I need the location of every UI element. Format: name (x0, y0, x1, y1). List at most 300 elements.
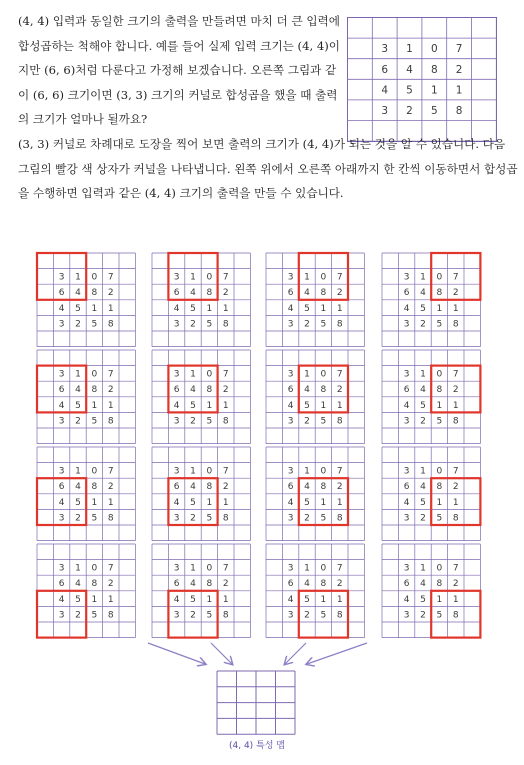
kernel-position-grid (150, 251, 254, 351)
grid-cell-value: 8 (436, 579, 443, 590)
grid-cell-value: 3 (287, 272, 294, 283)
grid-cell-value: 4 (75, 385, 81, 396)
grid-cell-value: 4 (173, 303, 180, 314)
grid-cell-value: 8 (452, 610, 459, 621)
grid-cell-value: 0 (436, 272, 443, 283)
grid-cell-value: 8 (206, 579, 213, 590)
kernel-position-figure (380, 445, 484, 549)
padded-grid (37, 447, 135, 541)
grid-cell-value: 8 (336, 610, 343, 621)
grid-cell-value: 0 (436, 369, 443, 380)
grid-cell-value: 5 (91, 513, 98, 524)
padded-grid (266, 447, 364, 541)
grid-cell-value: 4 (173, 400, 180, 411)
grid-cell-value: 5 (190, 400, 196, 411)
grid-cell-value: 7 (107, 563, 114, 574)
grid-cell-value: 2 (190, 513, 196, 524)
grid-cell-value: 1 (455, 84, 463, 97)
grid-cell-value: 3 (403, 563, 410, 574)
grid-cell-value: 1 (452, 400, 459, 411)
grid-cell-value: 6 (58, 288, 65, 299)
grid-cell-value: 2 (406, 104, 413, 117)
grid-cell-value: 3 (381, 104, 389, 117)
kernel-position-figure (380, 542, 484, 646)
grid-cell-value: 6 (173, 288, 180, 299)
grid-cell-value: 5 (304, 400, 310, 411)
grid-cell-value: 6 (403, 482, 410, 493)
grid-cell-value: 1 (304, 272, 310, 283)
grid-cell-value: 5 (304, 303, 310, 314)
grid-cell-value: 2 (222, 385, 229, 396)
grid-cell-value: 1 (420, 466, 426, 477)
kernel-position-figure (35, 348, 139, 452)
padded-grid (382, 447, 480, 541)
grid-cell-value: 4 (420, 288, 426, 299)
grid-cell-value: 1 (436, 303, 443, 314)
grid-cell-value: 1 (406, 43, 413, 56)
grid-cell-value: 8 (336, 319, 343, 330)
grid-cell-value: 8 (320, 482, 327, 493)
kernel-position-grid (150, 445, 254, 545)
grid-cell-value: 5 (436, 416, 443, 427)
grid-cell-value: 2 (336, 288, 343, 299)
kernel-position-figure (380, 348, 484, 452)
intro-paragraph-1: (4, 4) 입력과 동일한 크기의 출력을 만들려면 마치 더 큰 입력에 합성곱하는 척해야 합니다. 예를 들어 실제 입력 크기는 (4, 4)이지만 (6, 6)처럼 다룬다고 가정해 보겠습니다. 오른쪽 그림과 같이 (6, 6) 크기이면 (3, 3) 크기의 커널로 합성곱을 했을 때 출력의 크기가 얼마나 될까요? (18, 14, 340, 126)
grid-cell-value: 1 (107, 303, 114, 314)
grid-cell-value: 1 (75, 369, 81, 380)
grid-cell-value: 7 (336, 563, 343, 574)
grid-cell-value: 1 (75, 563, 81, 574)
grid-cell-value: 1 (436, 497, 443, 508)
grid-cell-value: 8 (452, 513, 459, 524)
grid-cell-value: 2 (420, 416, 426, 427)
grid-cell-value: 1 (304, 466, 310, 477)
grid-cell-value: 1 (107, 594, 114, 605)
grid-cell-value: 2 (452, 482, 459, 493)
grid-cell-value: 0 (91, 466, 98, 477)
grid-cell-value: 5 (304, 497, 310, 508)
grid-cell-value: 8 (455, 104, 463, 117)
grid-cell-value: 0 (206, 563, 213, 574)
grid-cell-value: 4 (58, 303, 65, 314)
grid-cell-value: 0 (436, 563, 443, 574)
kernel-position-grid (380, 251, 484, 351)
grid-cell-value: 0 (91, 369, 98, 380)
grid-cell-value: 6 (173, 385, 180, 396)
grid-cell-value: 6 (381, 63, 389, 76)
grid-cell-value: 6 (403, 385, 410, 396)
padded-grid (37, 350, 135, 444)
grid-cell-value: 0 (320, 563, 327, 574)
kernel-position-figure (150, 348, 254, 452)
grid-cell-value: 4 (403, 303, 410, 314)
kernel-position-figure (264, 251, 368, 355)
grid-cell-value: 4 (190, 579, 196, 590)
grid-cell-value: 1 (75, 466, 81, 477)
grid-cell-value: 6 (287, 385, 294, 396)
grid-cell-value: 4 (287, 400, 294, 411)
grid-cell-value: 7 (336, 369, 343, 380)
grid-cell-value: 4 (420, 579, 426, 590)
grid-cell-value: 2 (75, 319, 81, 330)
grid-cell-value: 2 (336, 482, 343, 493)
grid-cell-value: 1 (190, 272, 196, 283)
kernel-position-figure (150, 251, 254, 355)
grid-cell-value: 1 (206, 497, 213, 508)
padded-grid (266, 350, 364, 444)
grid-cell-value: 1 (222, 303, 229, 314)
intro-paragraph-2: (3, 3) 커널로 차례대로 도장을 찍어 보면 출력의 크기가 (4, 4)가 되는 것을 알 수 있습니다. 다음 그림의 빨강 색 상자가 커널을 나타냅니다. 왼쪽 위에서 오른쪽 아래까지 한 칸씩 이동하면서 합성곱을 수행하면 입력과 같은 (4, 4) 크기의 출력을 만들 수 있습니다. (18, 137, 518, 200)
grid-cell-value: 3 (173, 513, 180, 524)
grid-cell-value: 1 (320, 594, 327, 605)
padded-grid (266, 544, 364, 638)
grid-cell-value: 5 (206, 319, 213, 330)
grid-cell-value: 3 (173, 416, 180, 427)
kernel-position-grid (35, 251, 139, 351)
grid-cell-value: 1 (206, 400, 213, 411)
kernel-position-grid (380, 445, 484, 545)
grid-cell-value: 3 (403, 319, 410, 330)
kernel-position-figure (150, 542, 254, 646)
grid-cell-value: 1 (336, 594, 343, 605)
grid-cell-value: 5 (430, 104, 438, 117)
grid-cell-value: 1 (222, 400, 229, 411)
grid-cell-value: 1 (452, 497, 459, 508)
grid-cell-value: 2 (336, 579, 343, 590)
grid-cell-value: 3 (403, 513, 410, 524)
grid-cell-value: 1 (452, 594, 459, 605)
grid-cell-value: 5 (420, 594, 426, 605)
grid-cell-value: 2 (452, 385, 459, 396)
kernel-position-grid (264, 542, 368, 642)
grid-cell-value: 7 (222, 466, 229, 477)
grid-cell-value: 8 (222, 513, 229, 524)
grid-cell-value: 5 (320, 416, 327, 427)
kernel-position-figure (35, 445, 139, 549)
grid-cell-value: 1 (91, 400, 98, 411)
grid-cell-value: 3 (287, 369, 294, 380)
grid-cell-value: 4 (287, 303, 294, 314)
grid-cell-value: 1 (436, 400, 443, 411)
grid-cell-value: 5 (436, 610, 443, 621)
padded-grid (382, 253, 480, 347)
grid-cell-value: 6 (287, 288, 294, 299)
grid-cell-value: 0 (206, 369, 213, 380)
grid-cell-value: 4 (304, 579, 310, 590)
grid-cell-value: 7 (452, 272, 459, 283)
grid-cell-value: 3 (173, 466, 180, 477)
grid-cell-value: 5 (206, 610, 213, 621)
grid-cell-value: 5 (320, 319, 327, 330)
grid-cell-value: 4 (190, 288, 196, 299)
grid-cell-value: 8 (452, 416, 459, 427)
grid-cell-value: 1 (91, 303, 98, 314)
grid-cell-value: 3 (58, 272, 65, 283)
padded-grid (37, 544, 135, 638)
grid-cell-value: 5 (206, 416, 213, 427)
kernel-position-grid (35, 445, 139, 545)
grid-cell-value: 8 (436, 482, 443, 493)
grid-cell-value: 8 (222, 610, 229, 621)
kernel-position-figure (264, 542, 368, 646)
grid-cell-value: 0 (206, 466, 213, 477)
grid-cell-value: 2 (190, 319, 196, 330)
padded-grid (382, 544, 480, 638)
grid-cell-value: 3 (287, 563, 294, 574)
grid-cell-value: 1 (304, 563, 310, 574)
grid-cell-value: 1 (430, 84, 438, 97)
grid-cell-value: 3 (287, 610, 294, 621)
grid-cell-value: 3 (173, 610, 180, 621)
grid-cell-value: 8 (222, 319, 229, 330)
grid-cell-value: 4 (58, 497, 65, 508)
grid-cell-value: 3 (287, 416, 294, 427)
grid-cell-value: 7 (222, 272, 229, 283)
grid-cell-value: 4 (406, 63, 413, 76)
grid-cell-value: 4 (75, 482, 81, 493)
grid-cell-value: 7 (336, 466, 343, 477)
grid-cell-value: 8 (107, 416, 114, 427)
grid-cell-value: 5 (320, 610, 327, 621)
grid-cell-value: 4 (173, 497, 180, 508)
grid-cell-value: 4 (287, 497, 294, 508)
grid-cell-value: 4 (287, 594, 294, 605)
grid-cell-value: 2 (452, 288, 459, 299)
grid-cell-value: 4 (403, 497, 410, 508)
grid-cell-value: 6 (287, 579, 294, 590)
kernel-position-grid (264, 348, 368, 448)
padded-grid (152, 253, 250, 347)
grid-cell-value: 1 (222, 594, 229, 605)
grid-cell-value: 0 (91, 272, 98, 283)
grid-cell-value: 3 (58, 513, 65, 524)
grid-cell-value: 2 (222, 579, 229, 590)
grid-cell-value: 5 (406, 84, 413, 97)
grid-cell-value: 2 (304, 610, 310, 621)
grid-cell-value: 1 (320, 497, 327, 508)
grid-cell-value: 0 (91, 563, 98, 574)
grid-cell-value: 1 (222, 497, 229, 508)
grid-cell-value: 2 (107, 579, 114, 590)
grid-cell-value: 1 (320, 400, 327, 411)
grid-cell-value: 3 (58, 416, 65, 427)
grid-cell-value: 3 (403, 416, 410, 427)
grid-cell-value: 8 (206, 288, 213, 299)
grid-cell-value: 4 (75, 288, 81, 299)
grid-cell-value: 5 (420, 400, 426, 411)
grid-cell-value: 7 (452, 369, 459, 380)
grid-cell-value: 2 (190, 610, 196, 621)
grid-cell-value: 7 (107, 272, 114, 283)
grid-cell-value: 5 (190, 594, 196, 605)
grid-cell-value: 1 (420, 369, 426, 380)
grid-cell-value: 6 (287, 482, 294, 493)
arrow (211, 643, 232, 664)
grid-cell-value: 8 (91, 288, 98, 299)
grid-cell-value: 8 (91, 579, 98, 590)
grid-cell-value: 7 (107, 466, 114, 477)
grid-cell-value: 1 (190, 466, 196, 477)
grid-cell-value: 4 (420, 385, 426, 396)
kernel-position-grid (35, 542, 139, 642)
padded-grid (37, 253, 135, 347)
grid-cell-value: 5 (420, 303, 426, 314)
padded-grid (266, 253, 364, 347)
grid-cell-value: 2 (107, 385, 114, 396)
kernel-position-grid (380, 348, 484, 448)
grid-cell-value: 7 (452, 466, 459, 477)
kernel-position-figure (264, 348, 368, 452)
grid-cell-value: 5 (190, 303, 196, 314)
padded-input-grid-figure (347, 17, 497, 146)
grid-cell-value: 1 (336, 303, 343, 314)
grid-cell-value: 5 (75, 594, 81, 605)
grid-cell-value: 5 (420, 497, 426, 508)
padded-grid (152, 544, 250, 638)
arrow (148, 643, 205, 664)
grid-cell-value: 8 (320, 579, 327, 590)
grid-cell-value: 3 (173, 369, 180, 380)
grid-cell-value: 8 (206, 385, 213, 396)
kernel-position-figure (264, 445, 368, 549)
grid-cell-value: 1 (75, 272, 81, 283)
grid-cell-value: 2 (304, 513, 310, 524)
grid-cell-value: 0 (320, 272, 327, 283)
kernel-position-grid (264, 251, 368, 351)
kernel-position-figure (35, 251, 139, 355)
padded-grid (152, 350, 250, 444)
arrow (285, 643, 306, 664)
grid-cell-value: 5 (436, 319, 443, 330)
padded-input-grid (347, 17, 497, 142)
grid-cell-value: 4 (403, 594, 410, 605)
arrow (307, 643, 367, 664)
grid-cell-value: 5 (75, 303, 81, 314)
output-caption: (4, 4) 특성 맵 (228, 741, 285, 751)
padded-grid (152, 447, 250, 541)
grid-cell-value: 3 (403, 466, 410, 477)
grid-cell-value: 5 (190, 497, 196, 508)
grid-cell-value: 4 (304, 385, 310, 396)
grid-cell-value: 3 (403, 369, 410, 380)
grid-cell-value: 7 (455, 43, 463, 56)
grid-cell-value: 6 (403, 579, 410, 590)
grid-cell-value: 7 (222, 563, 229, 574)
grid-cell-value: 1 (107, 497, 114, 508)
kernel-position-figure (35, 542, 139, 646)
grid-cell-value: 0 (320, 466, 327, 477)
grid-cell-value: 6 (403, 288, 410, 299)
grid-cell-value: 1 (420, 272, 426, 283)
grid-cell-value: 8 (336, 416, 343, 427)
grid-cell-value: 5 (320, 513, 327, 524)
grid-cell-value: 2 (222, 288, 229, 299)
grid-cell-value: 7 (452, 563, 459, 574)
grid-cell-value: 8 (320, 288, 327, 299)
grid-cell-value: 2 (190, 416, 196, 427)
grid-cell-value: 8 (436, 385, 443, 396)
grid-cell-value: 7 (336, 272, 343, 283)
grid-cell-value: 1 (420, 563, 426, 574)
grid-cell-value: 4 (304, 482, 310, 493)
grid-cell-value: 2 (420, 319, 426, 330)
grid-cell-value: 1 (320, 303, 327, 314)
grid-cell-value: 3 (403, 610, 410, 621)
grid-cell-value: 1 (107, 400, 114, 411)
kernel-position-grid (35, 348, 139, 448)
grid-cell-value: 7 (107, 369, 114, 380)
grid-cell-value: 8 (430, 63, 438, 76)
output-feature-map-figure (216, 670, 298, 740)
grid-cell-value: 1 (190, 369, 196, 380)
grid-cell-value: 5 (91, 610, 98, 621)
grid-cell-value: 8 (91, 482, 98, 493)
grid-cell-value: 3 (173, 563, 180, 574)
grid-cell-value: 0 (206, 272, 213, 283)
grid-cell-value: 1 (190, 563, 196, 574)
grid-cell-value: 4 (75, 579, 81, 590)
grid-cell-value: 2 (75, 513, 81, 524)
grid-cell-value: 2 (107, 482, 114, 493)
grid-cell-value: 2 (75, 416, 81, 427)
grid-cell-value: 8 (436, 288, 443, 299)
padded-grid (382, 350, 480, 444)
grid-cell-value: 1 (452, 303, 459, 314)
grid-cell-value: 3 (173, 272, 180, 283)
grid-cell-value: 2 (336, 385, 343, 396)
grid-cell-value: 1 (206, 594, 213, 605)
grid-cell-value: 2 (304, 416, 310, 427)
grid-cell-value: 1 (206, 303, 213, 314)
grid-cell-value: 5 (91, 319, 98, 330)
grid-cell-value: 2 (455, 63, 463, 76)
grid-cell-value: 4 (420, 482, 426, 493)
grid-cell-value: 0 (436, 466, 443, 477)
kernel-position-grid (150, 542, 254, 642)
grid-cell-value: 4 (190, 385, 196, 396)
grid-cell-value: 8 (107, 319, 114, 330)
grid-cell-value: 0 (320, 369, 327, 380)
grid-cell-value: 3 (173, 319, 180, 330)
grid-cell-value: 8 (206, 482, 213, 493)
grid-cell-value: 3 (287, 319, 294, 330)
grid-cell-value: 4 (173, 594, 180, 605)
grid-cell-value: 2 (222, 482, 229, 493)
grid-cell-value: 8 (222, 416, 229, 427)
kernel-position-figure (380, 251, 484, 355)
grid-cell-value: 3 (58, 319, 65, 330)
grid-cell-value: 8 (91, 385, 98, 396)
grid-cell-value: 5 (75, 497, 81, 508)
grid-cell-value: 4 (403, 400, 410, 411)
grid-cell-value: 8 (107, 610, 114, 621)
grid-cell-value: 8 (107, 513, 114, 524)
grid-cell-value: 8 (336, 513, 343, 524)
grid-cell-value: 1 (91, 497, 98, 508)
grid-cell-value: 3 (403, 272, 410, 283)
grid-cell-value: 0 (430, 43, 438, 56)
grid-cell-value: 3 (58, 369, 65, 380)
grid-cell-value: 2 (107, 288, 114, 299)
grid-cell-value: 4 (190, 482, 196, 493)
kernel-position-figure (150, 445, 254, 549)
grid-cell-value: 6 (58, 579, 65, 590)
grid-cell-value: 3 (287, 466, 294, 477)
grid-cell-value: 6 (58, 482, 65, 493)
grid-cell-value: 1 (436, 594, 443, 605)
grid-cell-value: 2 (420, 513, 426, 524)
output-feature-map-grid (216, 670, 298, 736)
